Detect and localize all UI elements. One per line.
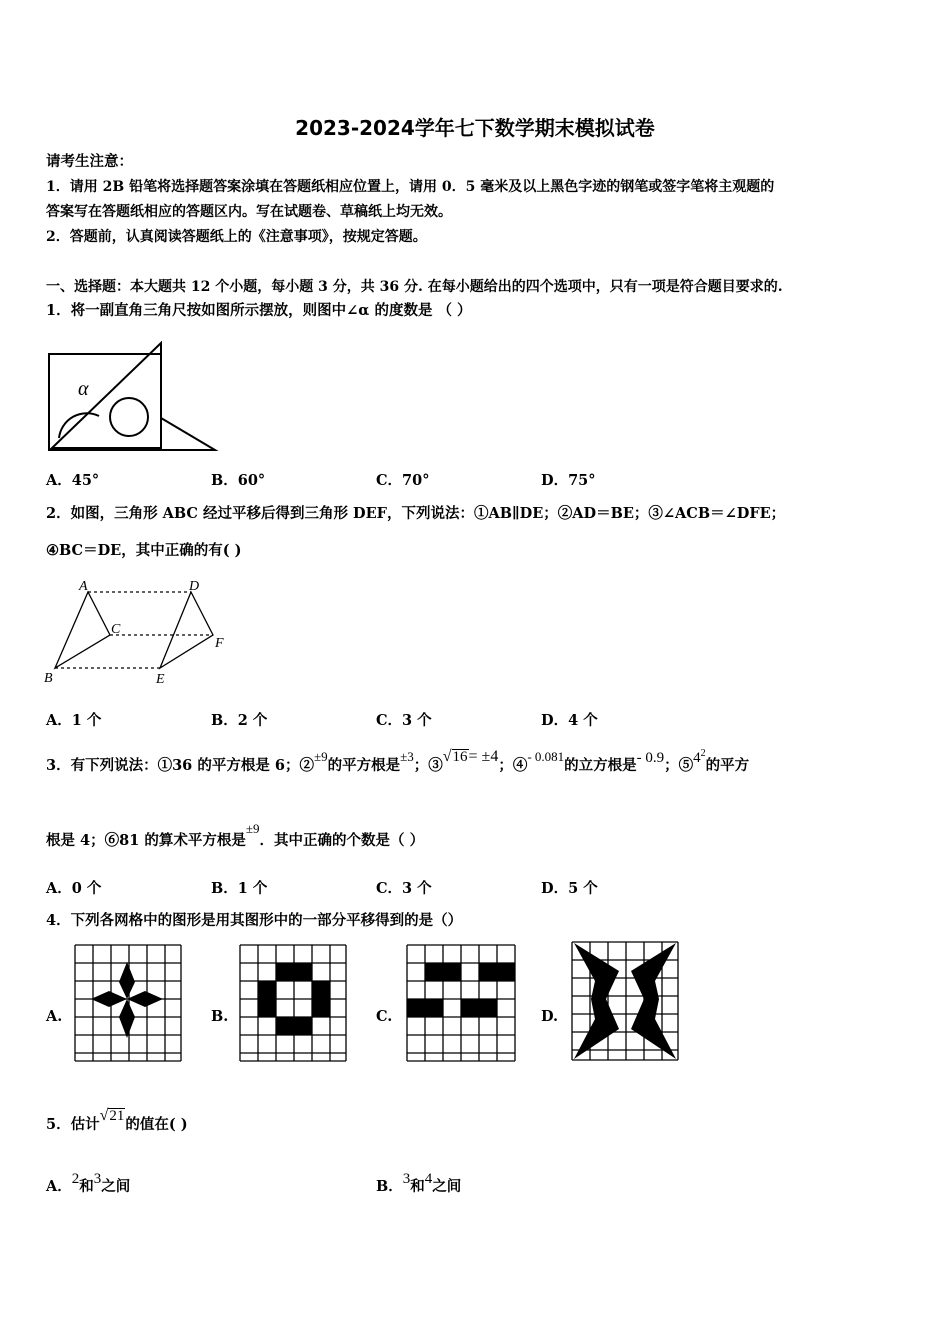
q3-option-c[interactable]: C．3 个 [376,880,432,897]
q1-alpha-label: α [78,378,89,400]
notice-line-2: 2．答题前，认真阅读答题纸上的《注意事项》，按规定答题。 [46,229,427,245]
q2-label-e: E [156,672,165,687]
q3-option-b[interactable]: B．1 个 [211,880,268,897]
q5-stem [46,1107,188,1135]
q3-text-8: 根是 4；⑥81 的算术平方根是 [46,832,246,849]
q4-grid-a [74,944,184,1064]
q5-option-a[interactable]: A．2和3之间 [46,1171,131,1195]
q4-grid-b [239,944,349,1064]
notice-line-1b: 答案写在答题纸相应的答题区内。写在试题卷、草稿纸上均无效。 [46,204,452,220]
q3-text-3: ；③ [413,757,443,774]
q2-translation-figure [40,575,240,690]
q1-option-a[interactable]: A．45° [46,472,100,489]
q2-option-c[interactable]: C．3 个 [376,712,432,729]
q3-option-d[interactable]: D．5 个 [541,880,598,897]
q5-text-1: 5．估计 [46,1116,100,1133]
q2-label-b: B [44,671,53,686]
q4-stem: 4．下列各网格中的图形是用其图形中的一部分平移得到的是（） [46,912,463,929]
q2-label-d: D [189,579,200,594]
q3-option-a[interactable]: A．0 个 [46,880,102,897]
q3-math-3-rest: = ±4 [468,748,499,765]
notice-line-1a: 1．请用 2B 铅笔将选择题答案涂填在答题纸相应位置上，请用 0．5 毫米及以上黑色字迹的钢笔或签字笔将主观题的 [46,179,775,195]
q4-grid-d [571,941,681,1063]
q2-stem-line-2: ④BC＝DE，其中正确的有( ) [46,542,242,559]
q3-math-7: ±9 [245,821,260,836]
q4-option-c[interactable]: C. [376,1008,393,1025]
q3-text-1: 3．有下列说法：①36 的平方根是 6；② [46,757,314,774]
q3-text-5: 的立方根是 [564,757,637,774]
q1-stem: 1．将一副直角三角尺按如图所示摆放，则图中∠α 的度数是 （ ） [46,302,472,319]
q3-text-6: ；⑤ [664,757,694,774]
q3-stem-line-2 [46,821,425,851]
q2-stem-line-1: 2．如图，三角形 ABC 经过平移后得到三角形 DEF，下列说法：①AB∥DE；②AD＝BE；③∠ACB＝∠DFE； [46,505,786,522]
q4-option-a[interactable]: A. [46,1008,63,1025]
q5-option-b[interactable]: B．3和4之间 [376,1171,462,1195]
q2-option-d[interactable]: D．4 个 [541,712,598,729]
q2-label-f: F [215,636,224,651]
q3-math-6: $4^2$ [693,748,706,766]
q3-math-1: ±9 [313,749,328,764]
q3-math-4: - 0.081 [527,749,565,764]
q5-radicand: 21 [109,1108,125,1124]
q2-option-b[interactable]: B．2 个 [211,712,268,729]
q3-stem-line-1 [46,748,750,778]
q1-option-c[interactable]: C．70° [376,472,430,489]
q3-text-2: 的平方根是 [327,757,401,774]
section-heading: 一、选择题：本大题共 12 个小题，每小题 3 分，共 36 分. 在每小题给出的四个选项中，只有一项是符合题目要求的. [46,279,783,295]
q4-option-d[interactable]: D. [541,1008,559,1025]
q2-label-a: A [79,579,88,594]
q3-math-3: √16= ±4 [442,748,499,765]
q1-triangle-figure [44,338,219,458]
page-title: 2023-2024学年七下数学期末模拟试卷 [295,116,655,140]
q3-text-7: 的平方 [705,757,750,774]
q4-grid-c [406,944,518,1064]
q3-text-9: ．其中正确的个数是（ ） [259,832,425,849]
q5-text-2: 的值在( ) [125,1116,188,1133]
q2-label-c: C [111,622,121,637]
q1-option-b[interactable]: B．60° [211,472,266,489]
q3-math-5: - 0.9 [636,750,665,766]
q2-option-a[interactable]: A．1 个 [46,712,102,729]
notice-heading: 请考生注意： [46,153,133,170]
q1-option-d[interactable]: D．75° [541,472,596,489]
q3-math-3-radicand: 16 [452,749,468,765]
q5-sqrt: √21 [99,1107,125,1124]
q3-math-2: ±3 [400,749,414,764]
q3-text-4: ；④ [498,757,528,774]
q4-option-b[interactable]: B. [211,1008,229,1025]
